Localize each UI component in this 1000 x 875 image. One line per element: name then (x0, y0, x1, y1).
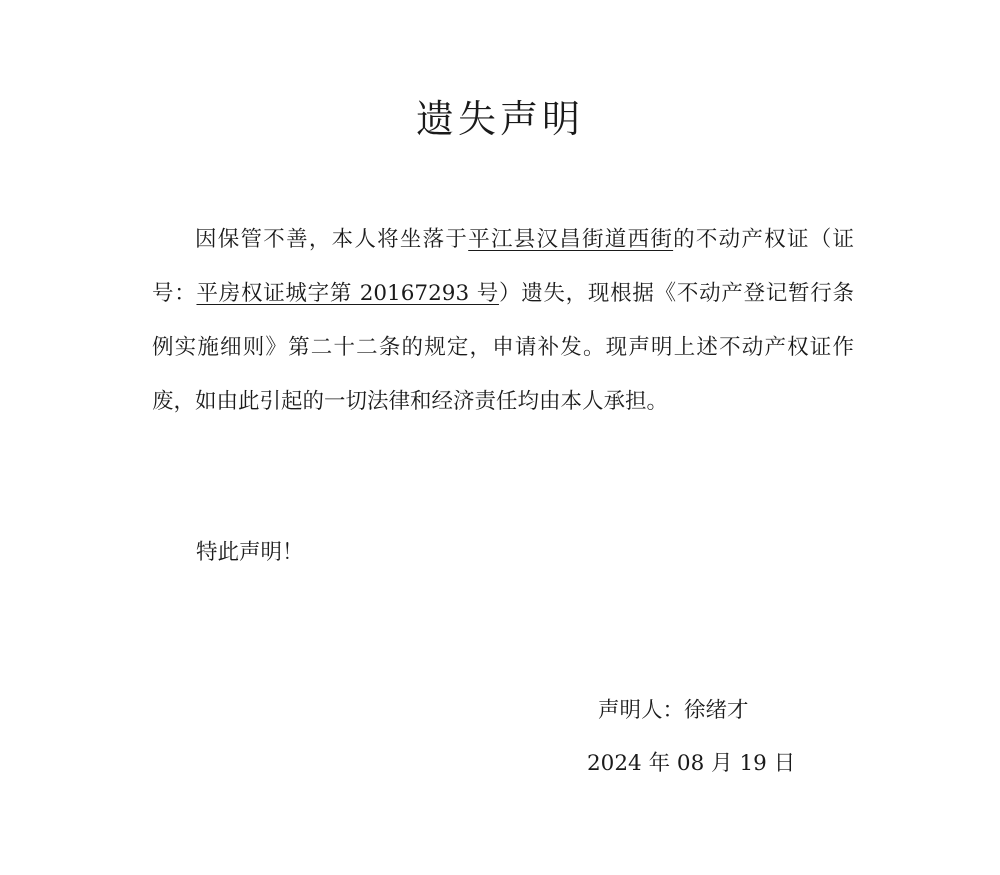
body-text-part-2: 的不动产权证（证号： (152, 227, 854, 306)
closing-statement: 特此声明！ (196, 540, 304, 565)
date-day: 19 (739, 751, 767, 776)
date-month: 08 (676, 751, 705, 776)
date-year-unit: 年 (648, 751, 671, 776)
date-year: 2024 (587, 751, 642, 776)
signer-label: 声明人： (598, 698, 685, 723)
date-month-unit: 月 (711, 751, 733, 776)
signer-line (598, 689, 749, 733)
body-text-part-1: 因保管不善，本人将坐落于 (195, 227, 469, 252)
property-location: 平江县汉昌街道西街 (468, 227, 674, 252)
statement-date (587, 742, 795, 786)
signer-name: 徐绪才 (684, 698, 749, 723)
date-day-unit: 日 (773, 751, 796, 776)
certificate-number: 平房权证城字第 20167293 号 (196, 281, 499, 306)
body-text-part-3: ）遗失，现根据《不动产登记暂行条例实施细则》第二十二条的规定，申请补发。现声明上述不动产权证作废，如由此引起的一切法律和经济责任均由本人承担。 (152, 281, 854, 414)
document-title: 遗失声明 (415, 97, 584, 141)
statement-body (152, 213, 854, 429)
